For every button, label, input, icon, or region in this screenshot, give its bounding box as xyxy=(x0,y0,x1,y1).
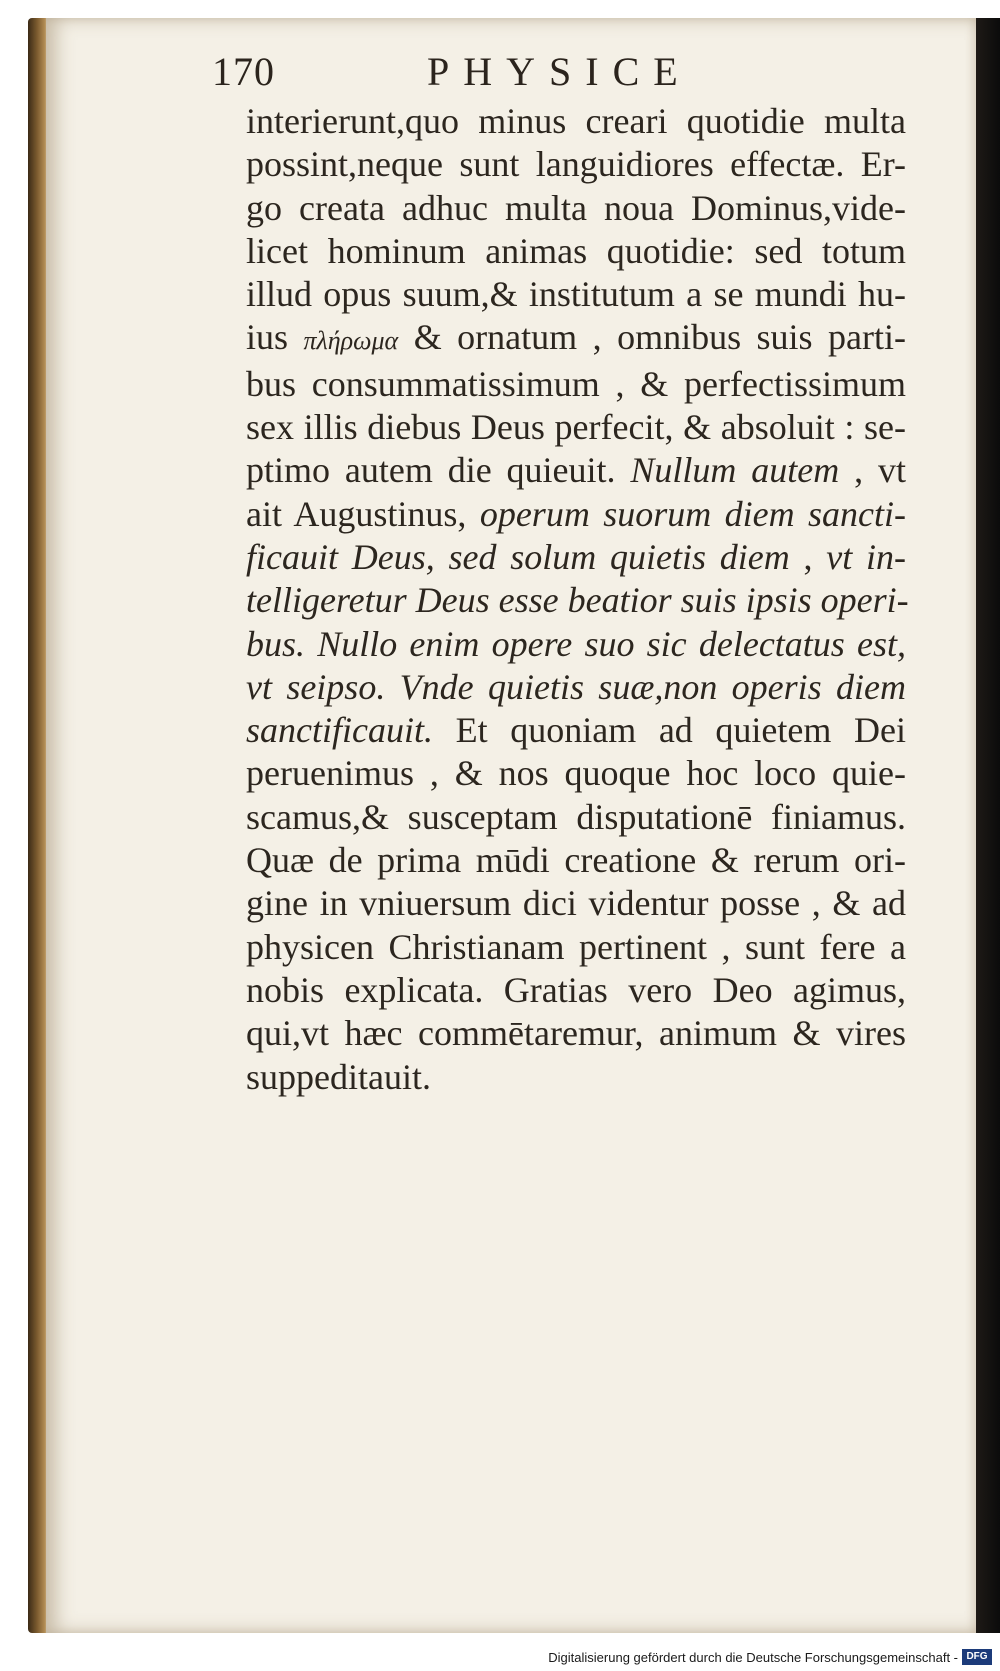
text-segment: , xyxy=(789,536,827,577)
italic-quotation: operum suorum diem sancti- xyxy=(479,493,906,534)
text-segment: suppeditauit. xyxy=(246,1056,431,1097)
text-line xyxy=(246,926,906,969)
text-segment: qui,vt hæc commētaremur, animum & vires xyxy=(246,1013,906,1054)
text-segment: bus consummatissimum , & perfectissimum xyxy=(246,363,906,404)
text-segment: illud opus suum,& institutum a se mundi hu- xyxy=(246,274,906,315)
footer-credit: Digitalisierung gefördert durch die Deutsche Forschungsgemeinschaft - xyxy=(548,1650,958,1665)
italic-quotation: Nullum autem xyxy=(630,450,840,491)
text-line xyxy=(246,316,906,362)
text-segment: peruenimus , & nos quoque hoc loco quie- xyxy=(246,753,906,794)
italic-quotation: sanctificauit. xyxy=(246,710,433,751)
text-line xyxy=(246,623,906,666)
text-segment: scamus,& susceptam disputationē finiamus. xyxy=(246,796,906,837)
text-line xyxy=(246,363,906,406)
scan-gutter xyxy=(976,18,1000,1633)
footer-bar xyxy=(0,1646,1000,1671)
text-segment: interierunt,quo minus creari quotidie multa xyxy=(246,101,906,141)
italic-quotation: bus. Nullo enim opere suo sic delectatus est, xyxy=(246,623,906,664)
text-line xyxy=(246,839,906,882)
italic-quotation: telligeretur Deus esse beatior suis ipsis operi- xyxy=(246,580,909,621)
text-segment: Et quoniam ad quietem Dei xyxy=(432,710,906,751)
text-line xyxy=(246,752,906,795)
text-segment: gine in vniuersum dici videntur posse , & ad xyxy=(246,883,906,924)
text-line xyxy=(246,1012,906,1055)
text-segment: Quæ de prima mūdi creatione & rerum ori- xyxy=(246,840,906,881)
text-segment: nobis explicata. Gratias vero Deo agimus, xyxy=(246,969,906,1010)
text-segment: ait Augustinus, xyxy=(246,493,480,534)
italic-quotation: ficauit Deus, sed solum quietis diem xyxy=(246,536,790,577)
text-line xyxy=(246,709,906,752)
text-segment: possint,neque sunt languidiores effectæ. Er- xyxy=(246,144,906,185)
text-segment: , vt xyxy=(839,450,906,491)
text-line xyxy=(246,406,906,449)
italic-quotation: vt seipso. Vnde quietis suæ,non operis diem xyxy=(246,666,906,707)
text-line xyxy=(246,143,906,186)
text-line xyxy=(246,100,906,143)
text-segment: physicen Christianam pertinent , sunt fere a xyxy=(246,926,906,967)
text-line xyxy=(246,493,906,536)
greek-word: πλήρωμα xyxy=(303,326,399,356)
running-head: PHYSICE xyxy=(427,49,692,94)
text-line xyxy=(246,536,906,579)
text-segment: go creata adhuc multa noua Dominus,vide- xyxy=(246,187,906,228)
page-header xyxy=(212,48,852,98)
text-line xyxy=(246,449,906,492)
dfg-logo-icon: DFG xyxy=(962,1649,992,1665)
text-line xyxy=(246,796,906,839)
text-line xyxy=(246,187,906,230)
text-segment: ius xyxy=(246,317,304,358)
text-line xyxy=(246,230,906,273)
text-line xyxy=(246,666,906,709)
text-line xyxy=(246,579,909,622)
text-segment: & ornatum , omnibus suis parti- xyxy=(398,317,906,358)
page-number: 170 xyxy=(212,49,275,94)
text-line xyxy=(246,882,906,925)
text-segment: licet hominum animas quotidie: sed totum xyxy=(246,230,906,271)
text-line xyxy=(246,273,906,316)
text-line xyxy=(246,969,906,1012)
italic-quotation: vt in- xyxy=(826,536,906,577)
text-segment: ptimo autem die quieuit. xyxy=(246,450,631,491)
text-line xyxy=(246,1056,906,1099)
body-text xyxy=(246,100,909,1099)
text-segment: sex illis diebus Deus perfecit, & absoluit : se- xyxy=(246,407,906,448)
